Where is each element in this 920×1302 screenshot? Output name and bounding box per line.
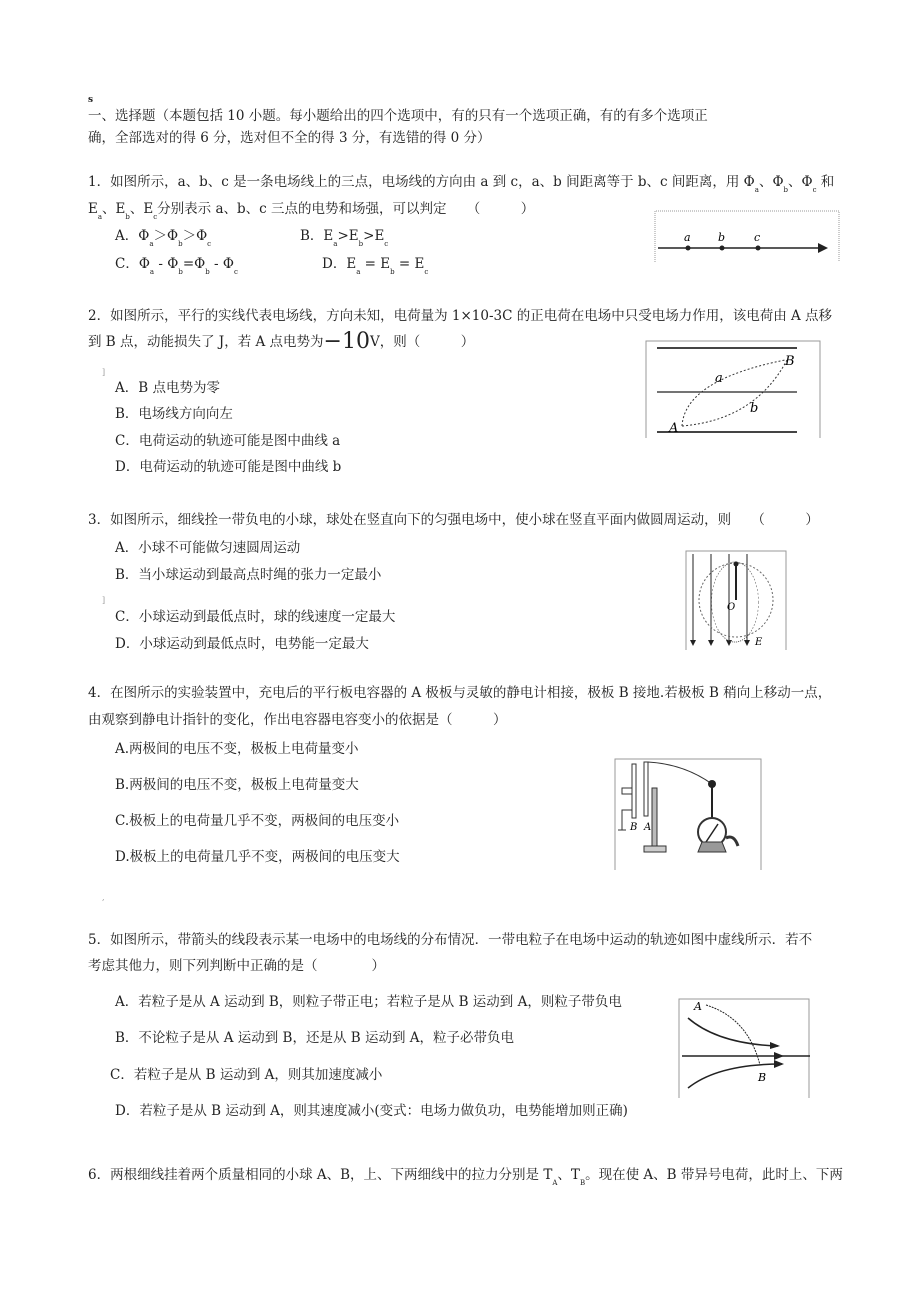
document-page: s 一、选择题（本题包括 10 小题。每小题给出的四个选项中，有的只有一个选项正确，有的有多个选项正 确，全部选对的得 6 分，选对但不全的得 3 分，有选错的得 0 分） 1．如图所示，a、b、c 是一条电场线上的三点，电场线的方向由 a 到 c，a、b 间距离等于 b、c 间距离，用 $\Phi_a$、$\Phi_b$、$\Phi_c$ 和 $E_a$、$E_b$、$E_c$分别表示 a、b、c 三点的电势和场强，可以判定 （ ） A．$\Phi_a>\Phi_b>\Phi_c$ B．$E_a>E_b>E_c$ C．$\Phi_a - \Phi_b=\Phi_b - \Phi_c$ D．$E_a = E_b = E_c$ a b c 2．如图所示，平行的实线代表电场线，方向未知，电荷量为 1×10-3C 的正电荷在电场中只受电场力作用，该电荷由 A 点移 到 B 点，动能损失了 J，若 A 点电势为−10V，则（ ） ] A．B 点电势为零 B．电场线方向向左 C．电荷运动的轨迹可能是图中曲线 a D．电荷运动的轨迹可能是图中曲线 b A B a b 3．如图所示，细线拴一带负电的小球，球处在竖直向下的匀强电场中，使小球在竖直平面内做圆周运动，则 （ ） A．小球不可能做匀速圆周运动 B．当小球运动到最高点时绳的张力一定最小 ] C．小球运动到最低点时，球的线速度一定最大 D．小球运动到最低点时，电势能一定最大 O E 4．在图所示的实验装置中，充电后的平行板电容器的 A 极板与灵敏的静电计相接，极板 B 接地.若极板 B 稍向上移动一点， 由观察到静电计指针的变化，作出电容器电容变小的依据是（ ） A.两极间的电压不变，极板上电荷量变小 B.两极间的电压不变，极板上电荷量变大 C.极板上的电荷量几乎不变，两极间的电压变小 D.极板上的电荷量几乎不变，两极间的电压变大 , B A 5．如图所示，带箭头的线段表示某一电场中的电场线的分布情况．一带电粒子在电场中运动的轨迹如图中虚线所示．若不 考虑其他力，则下列判断中正确的是（ ） A．若粒子是从 A 运动到 B，则粒子带正电；若粒子是从 B 运动到 A，则粒子带负电 B．不论粒子是从 A 运动到 B，还是从 B 运动到 A，粒子必带负电 C．若粒子是从 B 运动到 A，则其加速度减小 D．若粒子是从 B 运动到 A，则其速度减小(变式：电场力做负功，电势能增加则正确) A B 6．两根细线挂着两个质量相同的小球 A、B，上、下两细线中的拉力分别是 $T_A$、$T_B$。现在使 A、B 带异号电荷，此时上、下两: [0, 0, 920, 1302]
q5-option-a: A．若粒子是从 A 运动到 B，则粒子带正电；若粒子是从 B 运动到 A，则粒子带负电: [115, 994, 622, 1010]
q2-option-d: D．电荷运动的轨迹可能是图中曲线 b: [115, 459, 342, 475]
q1-option-c: C．$\Phi_a - \Phi_b=\Phi_b - \Phi_c$: [115, 256, 238, 276]
q5-label-B: B: [758, 1071, 767, 1084]
header-mark: s: [88, 95, 94, 105]
q1-label-a: a: [684, 231, 691, 244]
q3-option-b: B．当小球运动到最高点时绳的张力一定最小: [115, 567, 382, 583]
q4-stem-line1: 4．在图所示的实验装置中，充电后的平行板电容器的 A 极板与灵敏的静电计相接，极板 B 接地.若极板 B 稍向上移动一点，: [88, 685, 832, 701]
q3-option-d: D．小球运动到最低点时，电势能一定最大: [115, 636, 369, 652]
q4-capacitor-electrometer-figure: [614, 758, 762, 870]
q3-option-c: C．小球运动到最低点时，球的线速度一定最大: [115, 609, 396, 625]
q1-field-line-figure: [654, 210, 840, 262]
q5-stem-line2: 考虑其他力，则下列判断中正确的是（ ）: [88, 958, 385, 974]
q4-option-c: C.极板上的电荷量几乎不变，两极间的电压变小: [115, 813, 400, 829]
q3-option-a: A．小球不可能做匀速圆周运动: [115, 540, 301, 556]
q3-label-O: O: [727, 602, 736, 613]
section-instructions-line2: 确，全部选对的得 6 分，选对但不全的得 3 分，有选错的得 0 分）: [88, 130, 491, 146]
q1-stem-line2: $E_a$、$E_b$、$E_c$分别表示 a、b、c 三点的电势和场强，可以判定 （ ）: [88, 201, 535, 221]
q2-stem-line1: 2．如图所示，平行的实线代表电场线，方向未知，电荷量为 1×10-3C 的正电荷在电场中只受电场力作用，该电荷由 A 点移: [88, 308, 833, 324]
q5-option-b: B．不论粒子是从 A 运动到 B，还是从 B 运动到 A，粒子必带负电: [115, 1030, 515, 1046]
q4-option-b: B.两极间的电压不变，极板上电荷量变大: [115, 777, 359, 793]
q2-stem-line2: 到 B 点，动能损失了 J，若 A 点电势为−10V，则（ ）: [88, 329, 475, 354]
q1-option-b: B．$E_a>E_b>E_c$: [300, 228, 389, 248]
q2-label-a: a: [715, 371, 723, 386]
q4-stem-line2: 由观察到静电计指针的变化，作出电容器电容变小的依据是（ ）: [88, 712, 507, 728]
q1-label-c: c: [754, 231, 761, 244]
q3-circular-motion-figure: [685, 550, 787, 650]
section-instructions-line1: 一、选择题（本题包括 10 小题。每小题给出的四个选项中，有的只有一个选项正确，有的有多个选项正: [88, 108, 708, 124]
q1-label-b: b: [718, 231, 726, 244]
q1-option-d: D．$E_a = E_b = E_c$: [322, 256, 429, 276]
q2-label-B: B: [785, 354, 795, 369]
q4-option-d: D.极板上的电荷量几乎不变，两极间的电压变大: [115, 849, 400, 865]
q5-option-d: D．若粒子是从 B 运动到 A，则其速度减小(变式：电场力做负功，电势能增加则正确): [115, 1103, 628, 1119]
q2-label-b: b: [750, 401, 759, 416]
q1-stem-line1: 1．如图所示，a、b、c 是一条电场线上的三点，电场线的方向由 a 到 c，a、b 间距离等于 b、c 间距离，用 $\Phi_a$、$\Phi_b$、$\Phi_c$ 和: [88, 174, 835, 194]
q1-option-a: A．$\Phi_a>\Phi_b>\Phi_c$: [115, 228, 212, 248]
q2-option-a: A．B 点电势为零: [115, 380, 220, 396]
q4-label-A: A: [644, 822, 652, 833]
q2-field-figure: [645, 340, 821, 438]
q5-stem-line1: 5．如图所示，带箭头的线段表示某一电场中的电场线的分布情况．一带电粒子在电场中运动的轨迹如图中虚线所示．若不: [88, 932, 813, 948]
q4-option-a: A.两极间的电压不变，极板上电荷量变小: [115, 741, 359, 757]
q4-label-B: B: [630, 822, 638, 833]
q5-label-A: A: [694, 1000, 702, 1013]
q2-label-A: A: [669, 421, 679, 436]
q2-option-c: C．电荷运动的轨迹可能是图中曲线 a: [115, 433, 341, 449]
q2-option-b: B．电场线方向向左: [115, 406, 233, 422]
q3-stem: 3．如图所示，细线拴一带负电的小球，球处在竖直向下的匀强电场中，使小球在竖直平面内做圆周运动，则 （ ）: [88, 512, 819, 528]
q6-stem-line1: 6．两根细线挂着两个质量相同的小球 A、B，上、下两细线中的拉力分别是 $T_A$、$T_B$。现在使 A、B 带异号电荷，此时上、下两: [88, 1167, 843, 1187]
q5-field-trajectory-figure: [678, 998, 810, 1098]
q5-option-c: C．若粒子是从 B 运动到 A，则其加速度减小: [110, 1067, 383, 1083]
q3-label-E: E: [755, 637, 763, 648]
